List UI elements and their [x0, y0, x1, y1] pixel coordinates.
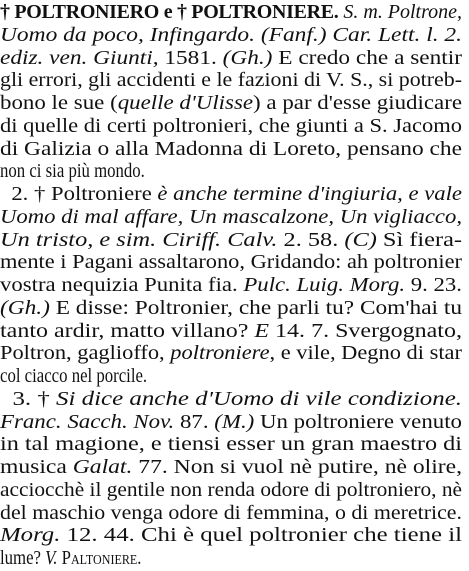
- text-segment: tanto ardir, matto villano?: [0, 320, 255, 342]
- text-segment: lume?: [0, 548, 46, 569]
- italic-text: quelle d'Ulisse: [117, 93, 254, 114]
- italic-text: poltroniere: [170, 343, 270, 365]
- text-segment: musica: [0, 457, 73, 478]
- text-segment: acciocchè il gentile non renda odore di poltroniero, nè: [0, 479, 462, 501]
- text-line: [0, 456, 469, 480]
- text-line: [0, 24, 469, 48]
- italic-text: ediz. ven. Giunti,: [0, 47, 159, 69]
- text-line: [0, 320, 469, 344]
- text-segment: di Galizia o alla Madonna di Loreto, pensano che: [0, 138, 463, 160]
- text-line: [0, 502, 469, 526]
- text-line: [0, 479, 469, 503]
- text-segment: 77. Non si vuol nè putire, nè olire,: [132, 457, 463, 478]
- italic-text: (M.): [214, 411, 255, 433]
- text-segment: 1581.: [158, 47, 223, 69]
- text-line: [0, 47, 469, 71]
- italic-text: Si dice anche d'Uomo di vile condizione.: [56, 388, 463, 410]
- text-line: [0, 365, 403, 389]
- italic-text: è anche termine d'ingiuria, e vale: [157, 184, 462, 205]
- text-line: [0, 183, 469, 207]
- text-segment: Poltron, gaglioffo,: [0, 343, 171, 365]
- text-line: [0, 524, 469, 548]
- text-line: [0, 433, 469, 457]
- text-line: [0, 297, 469, 321]
- italic-text: S. m. Poltrone,: [338, 2, 462, 23]
- italic-text: (Gh.): [222, 47, 273, 69]
- text-line: [0, 342, 469, 366]
- italic-text: Galat.: [72, 457, 133, 478]
- text-segment: 2. † Poltroniere: [0, 184, 158, 205]
- text-line: [0, 115, 469, 139]
- text-segment: in tal magione, e tiensi esser un gran maestro di: [0, 434, 463, 456]
- text-segment: mente i Pagani assaltarono, Gridando: ah poltronier: [0, 252, 462, 274]
- text-line: [0, 388, 469, 412]
- text-line: [0, 206, 469, 230]
- text-segment: col ciacco nel porcile.: [0, 366, 148, 387]
- italic-text: Franc. Sacch. Nov.: [0, 411, 175, 433]
- text-segment: di quelle di certi poltronieri, che giunti a S. Jacomo: [0, 115, 462, 137]
- text-segment: 9. 23.: [405, 275, 463, 296]
- text-line: [0, 138, 469, 162]
- text-line: [0, 69, 469, 93]
- italic-text: V.: [45, 548, 58, 569]
- headword: † POLTRONIERO e † POLTRONIERE.: [0, 2, 339, 23]
- text-segment: non ci sia più mondo.: [0, 161, 145, 183]
- text-line: [0, 411, 469, 435]
- text-line: [0, 274, 469, 298]
- text-segment: vostra nequizia Punita fia.: [0, 275, 244, 296]
- italic-text: Pulc. Luig. Morg.: [243, 275, 406, 296]
- text-segment: bono le sue (: [0, 93, 118, 114]
- text-line: [0, 92, 469, 116]
- text-line: [0, 547, 403, 571]
- italic-text: Morg.: [0, 525, 61, 547]
- italic-text: (Gh.): [0, 297, 50, 319]
- text-segment: E credo che a sentir: [272, 47, 463, 69]
- text-segment: Un poltroniere venuto: [254, 411, 462, 433]
- text-segment: del maschio venga odore di femmina, o di meretrice.: [0, 502, 462, 524]
- text-line: [0, 1, 469, 25]
- italic-text: E: [254, 320, 270, 342]
- italic-text: Uomo da poco, Infingardo. (Fanf.) Car. Lett. l. 2.: [0, 24, 463, 46]
- text-segment: 2. 58.: [277, 229, 345, 251]
- italic-text: Un tristo, e sim. Ciriff. Calv.: [0, 229, 278, 251]
- italic-text: Uomo di mal affare, Un mascalzone, Un vigliacco,: [0, 206, 463, 228]
- text-segment: E disse: Poltronier, che parli tu? Com'hai tu: [49, 297, 463, 319]
- italic-text: (C): [344, 229, 377, 251]
- text-line: [0, 229, 469, 253]
- text-line: [0, 251, 469, 275]
- text-segment: Sì fiera-: [376, 229, 463, 251]
- text-segment: gli errori, gli accidenti e le fazioni di V. S., si potreb-: [0, 70, 462, 92]
- text-segment: 14. 7. Svergognato,: [269, 320, 462, 342]
- text-segment: 87.: [174, 411, 215, 433]
- cross-reference: Paltoniere.: [61, 548, 142, 569]
- text-segment: ) a par d'esse giudicare: [253, 93, 463, 114]
- text-line: [0, 160, 403, 184]
- text-segment: 12. 44. Chi è quel poltronier che tiene il: [60, 525, 462, 547]
- text-segment: , e vile, Degno di star: [269, 343, 462, 365]
- text-segment: 3. †: [0, 388, 57, 410]
